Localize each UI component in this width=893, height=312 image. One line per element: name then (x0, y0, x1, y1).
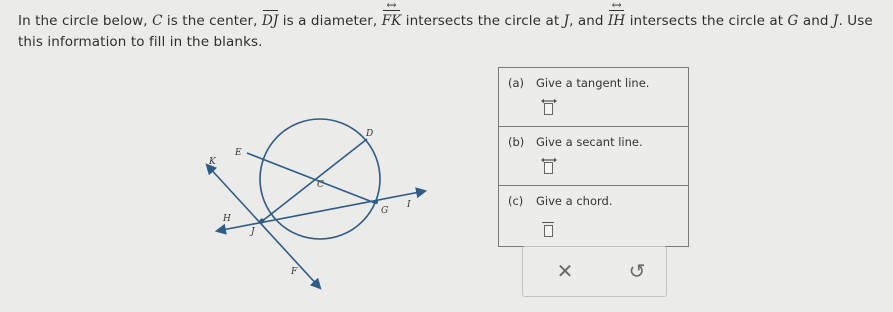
point-j (260, 219, 265, 224)
part-question: Give a secant line. (536, 135, 643, 149)
point-label-f: F (291, 267, 298, 277)
part-label: (a) (508, 76, 525, 90)
question-part: and (798, 13, 833, 29)
question-text (18, 11, 886, 53)
diameter-segment-label: DJ (262, 11, 278, 32)
line-fk (207, 165, 320, 288)
question-part: In the circle below, (18, 13, 153, 29)
point-label-i: I (407, 200, 411, 210)
segment-notation-icon (542, 222, 554, 223)
question-part: , and (569, 13, 608, 29)
point-label-e: E (235, 148, 242, 158)
question-part: intersects the circle at (625, 13, 788, 29)
part-a (499, 68, 688, 126)
question-part: is the center, (162, 13, 262, 29)
part-b (499, 126, 688, 185)
point-label-j: J (251, 227, 255, 237)
question-part: is a diameter, (278, 13, 382, 29)
point-label-c: C (317, 180, 324, 190)
part-c (499, 185, 688, 244)
answer-box-input[interactable] (544, 103, 553, 115)
part-question: Give a chord. (536, 194, 613, 208)
point-j-label: J (832, 13, 839, 29)
point-j-label: J (563, 13, 570, 29)
x-icon[interactable]: ✕ (556, 259, 574, 283)
diameter-dj (261, 139, 367, 222)
tangent-line-input[interactable] (543, 100, 554, 115)
point-g (374, 200, 378, 204)
chord-input[interactable] (543, 222, 554, 237)
point-g-label: G (787, 13, 799, 29)
line-fk-label: FK ↔ (382, 11, 402, 32)
question-part: . Use this information to fill in the blanks. (18, 13, 873, 50)
answer-box-input[interactable] (544, 225, 553, 237)
line-ih-label: IH ↔ (608, 11, 625, 32)
undo-icon[interactable]: ↺ (628, 259, 646, 283)
circle (260, 119, 380, 239)
circle-figure (195, 110, 435, 300)
secant-line-input[interactable] (543, 159, 554, 174)
point-label-h: H (223, 214, 231, 224)
answer-box-input[interactable] (544, 162, 553, 174)
question-part: intersects the circle at (401, 13, 564, 29)
part-label: (b) (508, 135, 525, 149)
center-label: C (152, 13, 163, 29)
answer-toolbar (522, 246, 667, 297)
answer-panel (498, 67, 689, 247)
point-label-k: K (209, 157, 216, 167)
part-label: (c) (508, 194, 524, 208)
part-question: Give a tangent line. (536, 76, 650, 90)
point-label-d: D (366, 129, 374, 139)
point-label-g: G (381, 206, 389, 216)
chord-eg (247, 153, 375, 203)
